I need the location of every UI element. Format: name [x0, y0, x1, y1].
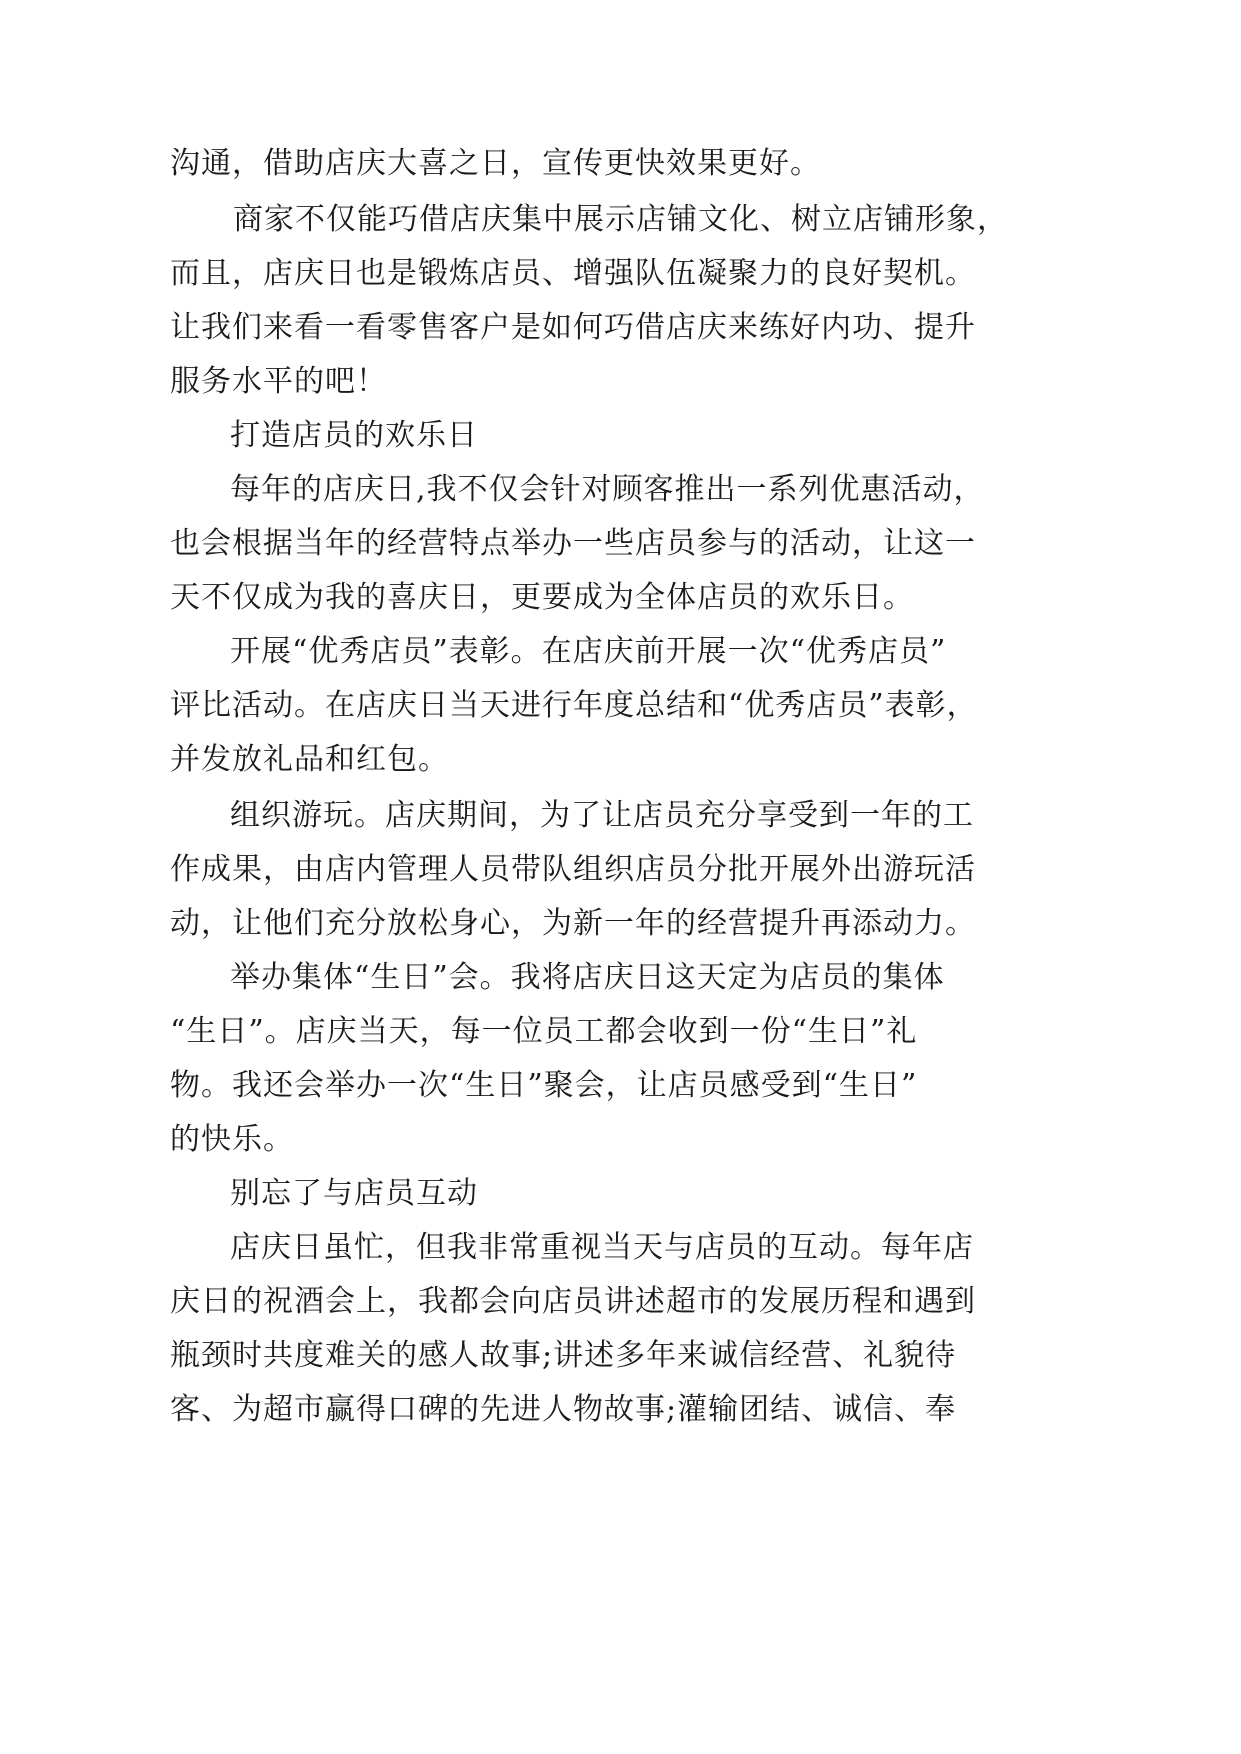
text-line: 让我们来看一看零售客户是如何巧借店庆来练好内功、提升	[170, 310, 976, 345]
text-line: 瓶颈时共度难关的感人故事;讲述多年来诚信经营、礼貌待	[170, 1338, 957, 1373]
text-line: 并发放礼品和红包。	[170, 742, 449, 777]
text-line: 店庆日虽忙，但我非常重视当天与店员的互动。每年店	[230, 1230, 974, 1265]
text-line: 开展“优秀店员”表彰。在店庆前开展一次“优秀店员”	[230, 634, 947, 669]
text-line: 动，让他们充分放松身心，为新一年的经营提升再添动力。	[170, 906, 976, 941]
text-line: 庆日的祝酒会上，我都会向店员讲述超市的发展历程和遇到	[170, 1284, 976, 1319]
text-line: “生日”。店庆当天，每一位员工都会收到一份“生日”礼	[170, 1014, 918, 1049]
text-line: 沟通，借助店庆大喜之日，宣传更快效果更好。	[170, 146, 821, 181]
text-line: 举办集体“生日”会。我将店庆日这天定为店员的集体	[230, 960, 945, 995]
text-line: 也会根据当年的经营特点举办一些店员参与的活动，让这一	[170, 526, 976, 561]
text-line: 作成果，由店内管理人员带队组织店员分批开展外出游玩活	[170, 852, 976, 887]
section-heading: 打造店员的欢乐日	[230, 418, 478, 453]
text-line: 每年的店庆日,我不仅会针对顾客推出一系列优惠活动，	[230, 472, 985, 507]
text-line: 而且，店庆日也是锻炼店员、增强队伍凝聚力的良好契机。	[170, 256, 976, 291]
text-line: 商家不仅能巧借店庆集中展示店铺文化、树立店铺形象，	[233, 202, 1008, 237]
text-line: 客、为超市赢得口碑的先进人物故事;灌输团结、诚信、奉	[170, 1392, 957, 1427]
text-line: 的快乐。	[170, 1122, 294, 1157]
text-line: 评比活动。在店庆日当天进行年度总结和“优秀店员”表彰，	[170, 688, 978, 723]
text-line: 服务水平的吧！	[170, 364, 387, 399]
section-heading: 别忘了与店员互动	[230, 1176, 478, 1211]
text-line: 组织游玩。店庆期间，为了让店员充分享受到一年的工	[230, 798, 974, 833]
text-line: 物。我还会举办一次“生日”聚会，让店员感受到“生日”	[170, 1068, 918, 1103]
text-line: 天不仅成为我的喜庆日，更要成为全体店员的欢乐日。	[170, 580, 914, 615]
